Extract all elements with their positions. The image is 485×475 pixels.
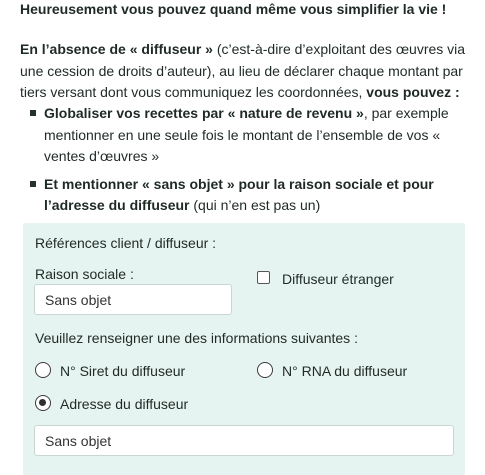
intro-headline: Heureusement vous pouvez quand même vous simplifier la vie ! [20,1,447,17]
raison-sociale-label: Raison sociale : [35,266,134,282]
adresse-input[interactable]: Sans objet [34,425,454,456]
raison-sociale-input[interactable]: Sans objet [34,284,232,315]
diffuseur-etranger-label: Diffuseur étranger [282,271,394,287]
list-item [30,174,480,217]
bullet1-bold: Globaliser vos recettes par « nature de revenu » [44,105,364,121]
para-bold-start: En l’absence de « diffuseur » [20,41,213,57]
section-title: Références client / diffuseur : [35,235,217,251]
siret-label: N° Siret du diffuseur [60,363,186,379]
bullet1-text: , par exemple mentionner en une seule fois le montant de l’ensemble de vos « ventes d’œuvres » [44,105,449,164]
rna-label: N° RNA du diffuseur [282,363,408,379]
siret-radio[interactable] [35,362,51,378]
bullet2-text: (qui n’en est pas un) [189,197,321,213]
intro-paragraph [20,39,475,104]
adresse-label: Adresse du diffuseur [60,396,189,412]
bullet2-bold: Et mentionner « sans objet » pour la raison sociale et pour l’adresse du diffuseur [44,175,434,213]
para-text: (c’est-à-dire d’exploitant des œuvres via une cession de droits d’auteur), au lieu de déclarer chaque montant par tiers versant dont vous communiquez les coordonnées, [20,41,466,100]
diffuseur-etranger-checkbox[interactable] [257,271,270,284]
advice-list [30,103,480,223]
list-item [30,103,480,168]
info-prompt: Veuillez renseigner une des informations suivantes : [35,330,358,346]
adresse-radio[interactable] [35,395,51,411]
rna-radio[interactable] [257,362,273,378]
para-bold-end: vous pouvez : [366,84,460,100]
